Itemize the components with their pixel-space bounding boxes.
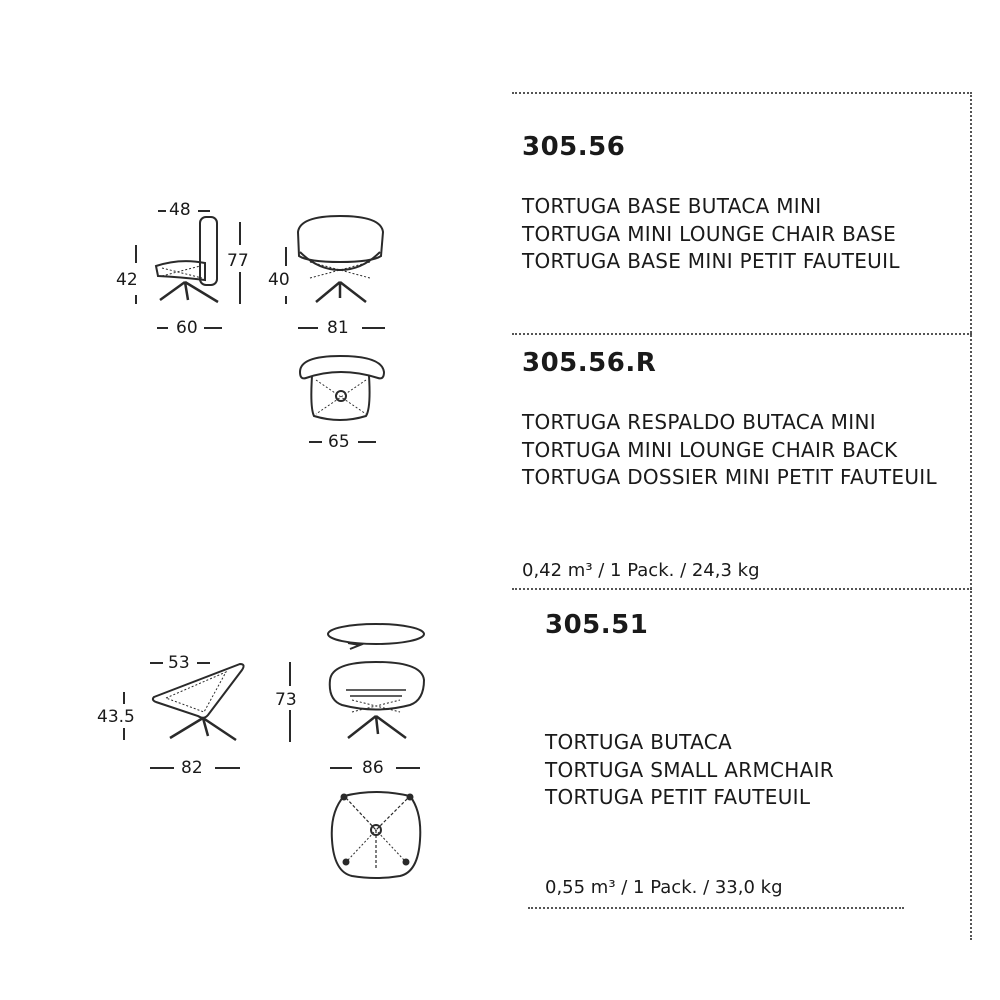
- dim-label: 48: [169, 200, 191, 220]
- dim-label: 81: [327, 318, 349, 338]
- product-name-es: TORTUGA BASE BUTACA MINI: [522, 194, 822, 218]
- dim-label: 40: [268, 270, 290, 290]
- dim-label: 60: [176, 318, 198, 338]
- product-name-es: TORTUGA RESPALDO BUTACA MINI: [522, 410, 876, 434]
- dim-label: 86: [362, 758, 384, 778]
- dim-label: 82: [181, 758, 203, 778]
- product-code: 305.56: [522, 132, 626, 162]
- dim-label: 42: [116, 270, 138, 290]
- dim-label: 77: [227, 251, 249, 271]
- product-name-en: TORTUGA SMALL ARMCHAIR: [545, 757, 834, 782]
- packaging-info: 0,42 m³ / 1 Pack. / 24,3 kg: [522, 560, 760, 581]
- product-code: 305.56.R: [522, 348, 657, 378]
- dim-label: 65: [328, 432, 350, 452]
- product-name-fr: TORTUGA BASE MINI PETIT FAUTEUIL: [522, 249, 900, 273]
- dim-label: 53: [168, 653, 190, 673]
- dim-label: 43.5: [97, 707, 135, 727]
- product-name-fr: TORTUGA PETIT FAUTEUIL: [545, 785, 811, 809]
- product-name-en: TORTUGA MINI LOUNGE CHAIR BACK: [522, 437, 898, 462]
- product-code: 305.51: [545, 610, 649, 640]
- packaging-info: 0,55 m³ / 1 Pack. / 33,0 kg: [545, 877, 783, 898]
- product-name-fr: TORTUGA DOSSIER MINI PETIT FAUTEUIL: [522, 465, 937, 489]
- dim-label: 73: [275, 690, 297, 710]
- product-name-en: TORTUGA MINI LOUNGE CHAIR BASE: [522, 221, 896, 246]
- product-name-es: TORTUGA BUTACA: [545, 730, 732, 754]
